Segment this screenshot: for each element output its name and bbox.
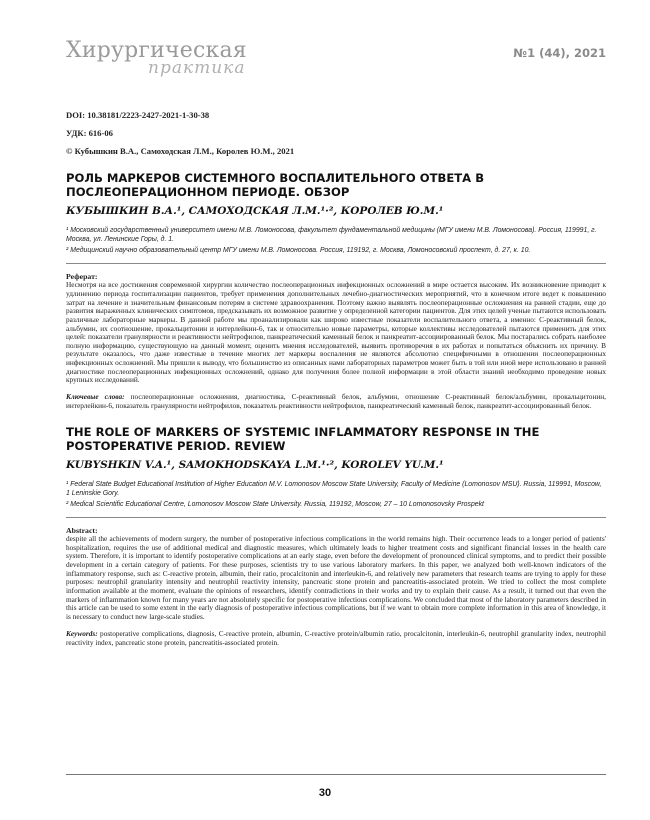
ru-authors: КУБЫШКИН В.А.¹, САМОХОДСКАЯ Л.М.¹·², КОРОЛЕВ Ю.М.¹ (66, 205, 444, 217)
english-section (66, 425, 606, 648)
ru-keywords-text: послеоперационные осложнения, диагностика, С-реактивный белок, альбумин, отношение С-реактивный белок/альбумин, прокальцитонин, интерлейкин-6, показатель гранулярности нейтрофилов, показатель реактивности нейтрофилов, панкреатический каменный белок, панкреатит-ассоциированный белок. (66, 392, 606, 410)
journal-logo-name: Хирургическая (66, 38, 247, 63)
divider (66, 263, 606, 264)
ru-keywords (66, 393, 606, 411)
article-meta (66, 110, 606, 157)
en-keywords-text: postoperative complications, diagnosis, C-reactive protein, albumin, C-reactive protein/albumin ratio, procalcitonin, interleukin-6, neutrophil granularity index, neutrophil reactivity index, pancreatic stone protein, pancreatitis-associated protein. (66, 628, 606, 647)
ru-abstract: Несмотря на все достижения современной хирургии количество послеоперационных инфекционных осложнений в мире остается высоким. Их возникновение приводит к удлинению периода госпитализации пациентов, требует применения дополнительных лечебно-диагностических мероприятий, что в конечном итоге ведет к повышению затрат на лечение и значительным финансовым потерям в системе здравоохранения. Поэтому важно выявлять послеоперационные осложнения на ранней стадии, еще до развития выраженных клинических симптомов, предсказывать их возможное развитие у определенной категории пациентов. Для этих целей ученые пытаются использовать различные лабораторные маркеры. В данной работе мы проанализировали как широко известные показатели воспалительного ответа, а именно: С-реактивный белок, альбумин, их соотношение, прокальцитонин и интерлейкин-6, так и относительно новые параметры, которые коллективы исследователей пытаются применить для этих целей: показатели гранулярности и реактивности нейтрофилов, панкреатический каменный белок и панкреатит-ассоциированный белок. Мы постарались собрать наиболее полную информацию, существующую на данный момент, оценить мнения исследователей, выявить противоречия в их работах и попытаться объяснить их причину. В результате оказалось, что даже известные в течение многих лет маркеры воспаления не являются абсолютно специфичными в отношении послеоперационных инфекционных осложнений. Мы пришли к выводу, что большинство из описанных нами лабораторных параметров может быть в той или иной мере использовано в ранней диагностике послеоперационных инфекционных осложнений, однако для получения более полной информации в этой области знаний необходимо проведение новых крупных исследований. (66, 280, 606, 385)
footer-divider (66, 774, 606, 775)
en-abstract-label: Abstract: (66, 526, 98, 536)
en-affiliation-1: ¹ Federal State Budget Educational Institution of Higher Education M.V. Lomonosov Moscow State University, Faculty of Medicine (Lomonosov MSU). Russia, 119991, Moscow, 1 Leninskie Gory. (66, 480, 602, 498)
page-header (66, 38, 606, 80)
en-abstract: despite all the achievements of modern surgery, the number of postoperative infectious complications in the world remains high. Their occurrence leads to a longer period of patients' hospitalization, requires the use of additional medical and diagnostic measures, which ultimately leads to higher treatment costs and significant financial losses in the health care system. Therefore, it is important to identify postoperative complications at an early stage, even before the development of pronounced clinical symptoms, and to predict their possible development in a certain category of patients. For these purposes, scientists try to use various laboratory markers. In this paper, we analyzed both well-known indicators of the inflammatory response, such as: C-reactive protein, albumin, their ratio, procalcitonin and interleukin-6, and relatively new parameters that research teams are trying to apply for these purposes: neutrophil granularity intensity and neutrophil reactivity intensity, pancreatic stone protein and pancreatitis-associated protein. We tried to collect the most complete information available at the moment, evaluate the opinions of researchers, identify contradictions in their works and try to explain their cause. As a result, it turned out that even the markers of inflammation known for many years are not absolutely specific for postoperative infectious complications. We concluded that most of the laboratory parameters described in this article can be used to some extent in the early diagnosis of postoperative infectious complications, but if we want to obtain more complete information in this area of knowledge, it is necessary to conduct new large-scale studies. (66, 534, 606, 622)
doi: DOI: 10.38181/2223-2427-2021-1-30-38 (66, 110, 210, 120)
divider (66, 517, 606, 518)
en-authors: KUBYSHKIN V.A.¹, SAMOKHODSKAYA L.M.¹·², KOROLEV YU.M.¹ (66, 458, 444, 471)
issue-number: №1 (44), 2021 (513, 46, 606, 60)
en-keywords (66, 630, 606, 648)
ru-affiliation-2: ² Медицинский научно образовательный центр МГУ имени М.В. Ломоносова. Россия, 119192, г. Москва, Ломоносовский проспект, д. 27, к. 10. (66, 246, 531, 254)
ru-title: РОЛЬ МАРКЕРОВ СИСТЕМНОГО ВОСПАЛИТЕЛЬНОГО ОТВЕТА В ПОСЛЕОПЕРАЦИОННОМ ПЕРИОДЕ. ОБЗОР (66, 171, 485, 199)
ru-keywords-label: Ключевые слова: (66, 392, 125, 402)
en-title: THE ROLE OF MARKERS OF SYSTEMIC INFLAMMATORY RESPONSE IN THE POSTOPERATIVE PERIOD. REVIEW (66, 424, 540, 453)
journal-logo-subtitle: практика (148, 58, 246, 78)
ru-affiliation-1: ¹ Московский государственный университет имени М.В. Ломоносова, факультет фундаментальной медицины (МГУ имени М.В. Ломоносова). Россия, 119991, г. Москва, ул. Ленинские Горы, д. 1. (66, 227, 597, 244)
ru-abstract-label: Реферат: (66, 272, 98, 282)
copyright: © Кубышкин В.А., Самоходская Л.М., Королев Ю.М., 2021 (66, 146, 295, 156)
article-content (66, 110, 606, 648)
en-keywords-label: Keywords: (66, 628, 98, 638)
udk: УДК: 616-06 (66, 128, 113, 138)
russian-section (66, 171, 606, 411)
page-number: 30 (318, 787, 332, 799)
en-affiliation-2: ² Medical Scientific Educational Centre, Lomonosov Moscow State University. Russia, 119192, Moscow, 27 – 10 Lomonosovsky Prospekt (66, 500, 484, 508)
